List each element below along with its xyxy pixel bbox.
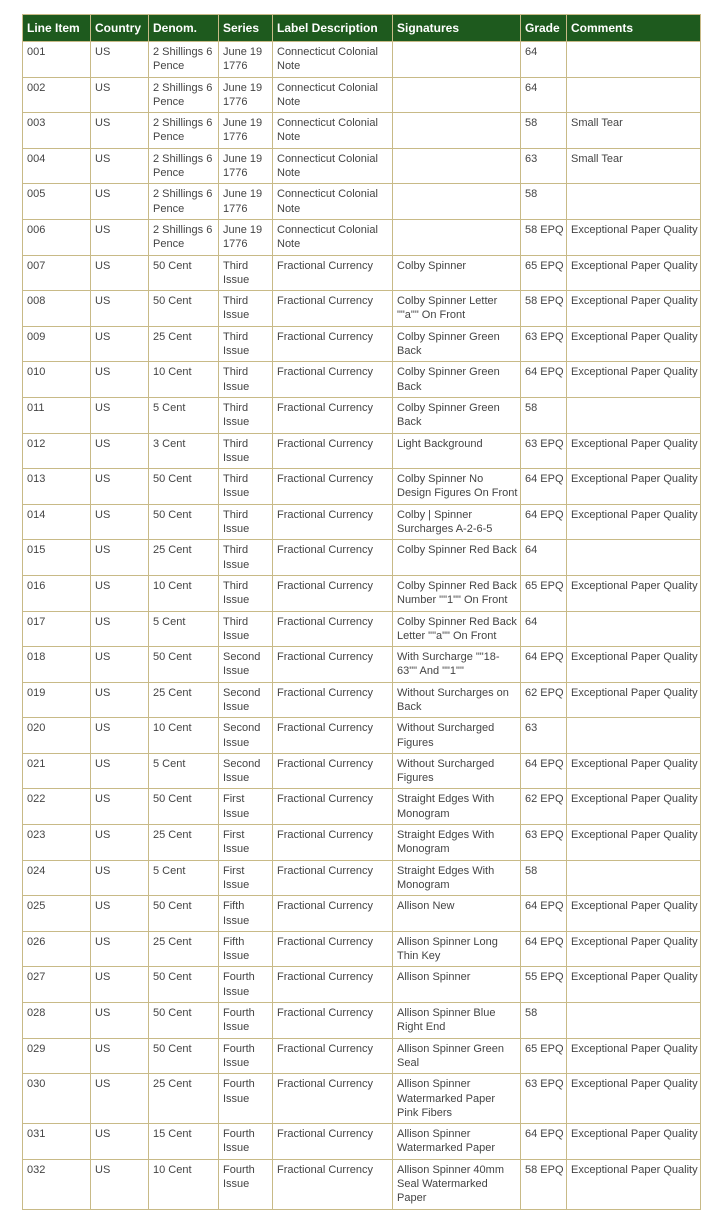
- cell-series: Third Issue: [219, 611, 273, 647]
- cell-label-description: Connecticut Colonial Note: [273, 148, 393, 184]
- cell-series: Fourth Issue: [219, 1074, 273, 1124]
- cell-series: Fourth Issue: [219, 1003, 273, 1039]
- cell-label-description: Connecticut Colonial Note: [273, 184, 393, 220]
- cell-denom: 2 Shillings 6 Pence: [149, 219, 219, 255]
- cell-series: Third Issue: [219, 326, 273, 362]
- cell-comments: [567, 611, 701, 647]
- cell-signatures: Straight Edges With Monogram: [393, 789, 521, 825]
- cell-country: US: [91, 184, 149, 220]
- cell-series: June 19 1776: [219, 148, 273, 184]
- cell-series: Third Issue: [219, 540, 273, 576]
- cell-grade: 58: [521, 113, 567, 149]
- cell-signatures: Without Surcharges on Back: [393, 682, 521, 718]
- cell-label-description: Fractional Currency: [273, 896, 393, 932]
- table-row: [23, 1074, 701, 1124]
- cell-comments: Exceptional Paper Quality: [567, 825, 701, 861]
- cell-label-description: Fractional Currency: [273, 611, 393, 647]
- cell-comments: Exceptional Paper Quality: [567, 326, 701, 362]
- cell-signatures: Allison Spinner Watermarked Paper: [393, 1124, 521, 1160]
- table-row: [23, 148, 701, 184]
- cell-grade: 64: [521, 42, 567, 78]
- cell-line-item: 008: [23, 291, 91, 327]
- cell-comments: Small Tear: [567, 148, 701, 184]
- cell-denom: 50 Cent: [149, 291, 219, 327]
- column-header-grade: Grade: [521, 15, 567, 42]
- cell-label-description: Fractional Currency: [273, 753, 393, 789]
- cell-comments: Exceptional Paper Quality: [567, 504, 701, 540]
- cell-label-description: Fractional Currency: [273, 647, 393, 683]
- cell-signatures: [393, 184, 521, 220]
- cell-signatures: [393, 77, 521, 113]
- cell-series: June 19 1776: [219, 219, 273, 255]
- table-row: [23, 575, 701, 611]
- cell-series: Second Issue: [219, 682, 273, 718]
- table-row: [23, 896, 701, 932]
- cell-label-description: Fractional Currency: [273, 789, 393, 825]
- cell-label-description: Fractional Currency: [273, 1003, 393, 1039]
- cell-label-description: Fractional Currency: [273, 575, 393, 611]
- cell-grade: 62 EPQ: [521, 789, 567, 825]
- cell-series: Third Issue: [219, 255, 273, 291]
- cell-country: US: [91, 575, 149, 611]
- cell-comments: Exceptional Paper Quality: [567, 896, 701, 932]
- cell-series: Fourth Issue: [219, 1124, 273, 1160]
- column-header-series: Series: [219, 15, 273, 42]
- cell-line-item: 014: [23, 504, 91, 540]
- table-row: [23, 113, 701, 149]
- table-row: [23, 718, 701, 754]
- table-row: [23, 433, 701, 469]
- column-header-comments: Comments: [567, 15, 701, 42]
- cell-country: US: [91, 753, 149, 789]
- cell-country: US: [91, 326, 149, 362]
- header-row: [23, 15, 701, 42]
- cell-denom: 10 Cent: [149, 1159, 219, 1209]
- cell-comments: Exceptional Paper Quality: [567, 362, 701, 398]
- cell-signatures: Colby Spinner: [393, 255, 521, 291]
- cell-line-item: 026: [23, 931, 91, 967]
- cell-signatures: [393, 219, 521, 255]
- cell-comments: Exceptional Paper Quality: [567, 1038, 701, 1074]
- cell-label-description: Fractional Currency: [273, 362, 393, 398]
- cell-comments: Exceptional Paper Quality: [567, 647, 701, 683]
- cell-label-description: Fractional Currency: [273, 682, 393, 718]
- table-row: [23, 397, 701, 433]
- table-row: [23, 647, 701, 683]
- cell-grade: 64 EPQ: [521, 753, 567, 789]
- cell-line-item: 017: [23, 611, 91, 647]
- table-row: [23, 860, 701, 896]
- cell-country: US: [91, 504, 149, 540]
- cell-line-item: 016: [23, 575, 91, 611]
- cell-denom: 15 Cent: [149, 1124, 219, 1160]
- column-header-label-description: Label Description: [273, 15, 393, 42]
- table-row: [23, 77, 701, 113]
- cell-comments: Exceptional Paper Quality: [567, 789, 701, 825]
- cell-country: US: [91, 113, 149, 149]
- cell-comments: Exceptional Paper Quality: [567, 931, 701, 967]
- cell-line-item: 006: [23, 219, 91, 255]
- table-row: [23, 469, 701, 505]
- cell-line-item: 025: [23, 896, 91, 932]
- cell-series: Fifth Issue: [219, 931, 273, 967]
- cell-signatures: Colby Spinner Green Back: [393, 326, 521, 362]
- cell-country: US: [91, 825, 149, 861]
- cell-series: Fourth Issue: [219, 1038, 273, 1074]
- cell-line-item: 022: [23, 789, 91, 825]
- cell-country: US: [91, 967, 149, 1003]
- table-row: [23, 1124, 701, 1160]
- cell-label-description: Fractional Currency: [273, 291, 393, 327]
- cell-line-item: 024: [23, 860, 91, 896]
- cell-series: First Issue: [219, 860, 273, 896]
- cell-country: US: [91, 789, 149, 825]
- cell-label-description: Connecticut Colonial Note: [273, 219, 393, 255]
- cell-country: US: [91, 469, 149, 505]
- cell-grade: 64: [521, 77, 567, 113]
- cell-label-description: Connecticut Colonial Note: [273, 42, 393, 78]
- cell-denom: 3 Cent: [149, 433, 219, 469]
- cell-series: Third Issue: [219, 291, 273, 327]
- cell-label-description: Fractional Currency: [273, 1159, 393, 1209]
- cell-country: US: [91, 647, 149, 683]
- auction-lot-table: [22, 14, 701, 1210]
- cell-signatures: Straight Edges With Monogram: [393, 860, 521, 896]
- table-row: [23, 504, 701, 540]
- cell-denom: 2 Shillings 6 Pence: [149, 42, 219, 78]
- column-header-signatures: Signatures: [393, 15, 521, 42]
- cell-country: US: [91, 540, 149, 576]
- cell-denom: 10 Cent: [149, 362, 219, 398]
- cell-grade: 64 EPQ: [521, 504, 567, 540]
- table-row: [23, 255, 701, 291]
- cell-grade: 63 EPQ: [521, 825, 567, 861]
- cell-line-item: 010: [23, 362, 91, 398]
- cell-label-description: Fractional Currency: [273, 397, 393, 433]
- cell-grade: 58: [521, 397, 567, 433]
- cell-denom: 50 Cent: [149, 255, 219, 291]
- table-row: [23, 219, 701, 255]
- cell-signatures: Without Surcharged Figures: [393, 753, 521, 789]
- cell-grade: 63 EPQ: [521, 433, 567, 469]
- cell-label-description: Fractional Currency: [273, 1074, 393, 1124]
- cell-grade: 58 EPQ: [521, 219, 567, 255]
- cell-label-description: Fractional Currency: [273, 540, 393, 576]
- cell-grade: 58: [521, 1003, 567, 1039]
- cell-denom: 2 Shillings 6 Pence: [149, 184, 219, 220]
- cell-line-item: 015: [23, 540, 91, 576]
- cell-signatures: Allison New: [393, 896, 521, 932]
- cell-line-item: 028: [23, 1003, 91, 1039]
- cell-denom: 2 Shillings 6 Pence: [149, 148, 219, 184]
- cell-series: Third Issue: [219, 575, 273, 611]
- table-row: [23, 825, 701, 861]
- cell-grade: 64 EPQ: [521, 1124, 567, 1160]
- cell-denom: 25 Cent: [149, 326, 219, 362]
- cell-comments: [567, 540, 701, 576]
- cell-line-item: 029: [23, 1038, 91, 1074]
- cell-country: US: [91, 77, 149, 113]
- cell-comments: [567, 184, 701, 220]
- cell-comments: Exceptional Paper Quality: [567, 219, 701, 255]
- cell-country: US: [91, 931, 149, 967]
- cell-signatures: [393, 148, 521, 184]
- cell-country: US: [91, 896, 149, 932]
- cell-signatures: Colby Spinner Letter ""a"" On Front: [393, 291, 521, 327]
- cell-label-description: Connecticut Colonial Note: [273, 113, 393, 149]
- cell-comments: [567, 77, 701, 113]
- column-header-line-item: Line Item: [23, 15, 91, 42]
- table-row: [23, 326, 701, 362]
- cell-grade: 64 EPQ: [521, 931, 567, 967]
- cell-label-description: Fractional Currency: [273, 469, 393, 505]
- cell-denom: 25 Cent: [149, 825, 219, 861]
- cell-line-item: 007: [23, 255, 91, 291]
- cell-denom: 25 Cent: [149, 682, 219, 718]
- cell-label-description: Fractional Currency: [273, 326, 393, 362]
- cell-grade: 58 EPQ: [521, 1159, 567, 1209]
- cell-grade: 65 EPQ: [521, 575, 567, 611]
- table-row: [23, 362, 701, 398]
- cell-signatures: Allison Spinner Long Thin Key: [393, 931, 521, 967]
- cell-country: US: [91, 1003, 149, 1039]
- cell-comments: [567, 860, 701, 896]
- cell-country: US: [91, 255, 149, 291]
- cell-series: June 19 1776: [219, 77, 273, 113]
- cell-grade: 63: [521, 148, 567, 184]
- cell-country: US: [91, 1159, 149, 1209]
- cell-denom: 50 Cent: [149, 1038, 219, 1074]
- cell-signatures: Allison Spinner Blue Right End: [393, 1003, 521, 1039]
- cell-signatures: Allison Spinner 40mm Seal Watermarked Paper: [393, 1159, 521, 1209]
- cell-line-item: 032: [23, 1159, 91, 1209]
- cell-signatures: With Surcharge ""18-63"" And ""1"": [393, 647, 521, 683]
- cell-grade: 58: [521, 860, 567, 896]
- cell-grade: 55 EPQ: [521, 967, 567, 1003]
- cell-signatures: Without Surcharged Figures: [393, 718, 521, 754]
- table-row: [23, 184, 701, 220]
- cell-grade: 64: [521, 540, 567, 576]
- cell-denom: 50 Cent: [149, 896, 219, 932]
- table-row: [23, 967, 701, 1003]
- cell-denom: 10 Cent: [149, 575, 219, 611]
- table-row: [23, 1038, 701, 1074]
- table-row: [23, 789, 701, 825]
- cell-denom: 5 Cent: [149, 611, 219, 647]
- cell-line-item: 031: [23, 1124, 91, 1160]
- cell-comments: [567, 1003, 701, 1039]
- cell-signatures: Straight Edges With Monogram: [393, 825, 521, 861]
- cell-comments: [567, 42, 701, 78]
- cell-label-description: Fractional Currency: [273, 433, 393, 469]
- cell-denom: 50 Cent: [149, 789, 219, 825]
- cell-series: June 19 1776: [219, 113, 273, 149]
- cell-line-item: 009: [23, 326, 91, 362]
- cell-series: Second Issue: [219, 753, 273, 789]
- column-header-denom: Denom.: [149, 15, 219, 42]
- cell-label-description: Fractional Currency: [273, 825, 393, 861]
- cell-signatures: Allison Spinner Green Seal: [393, 1038, 521, 1074]
- cell-denom: 5 Cent: [149, 753, 219, 789]
- cell-denom: 2 Shillings 6 Pence: [149, 113, 219, 149]
- cell-signatures: Allison Spinner: [393, 967, 521, 1003]
- cell-denom: 25 Cent: [149, 931, 219, 967]
- cell-denom: 5 Cent: [149, 397, 219, 433]
- cell-denom: 50 Cent: [149, 967, 219, 1003]
- cell-signatures: Colby | Spinner Surcharges A-2-6-5: [393, 504, 521, 540]
- cell-series: Third Issue: [219, 504, 273, 540]
- cell-grade: 64: [521, 611, 567, 647]
- cell-grade: 64 EPQ: [521, 362, 567, 398]
- cell-signatures: Colby Spinner No Design Figures On Front: [393, 469, 521, 505]
- cell-denom: 50 Cent: [149, 647, 219, 683]
- table-row: [23, 931, 701, 967]
- cell-series: Second Issue: [219, 718, 273, 754]
- cell-denom: 50 Cent: [149, 504, 219, 540]
- cell-comments: Exceptional Paper Quality: [567, 1124, 701, 1160]
- cell-signatures: [393, 42, 521, 78]
- cell-label-description: Fractional Currency: [273, 255, 393, 291]
- cell-country: US: [91, 433, 149, 469]
- cell-comments: Exceptional Paper Quality: [567, 255, 701, 291]
- cell-series: Third Issue: [219, 397, 273, 433]
- table-row: [23, 1003, 701, 1039]
- cell-denom: 2 Shillings 6 Pence: [149, 77, 219, 113]
- cell-grade: 64 EPQ: [521, 896, 567, 932]
- cell-label-description: Connecticut Colonial Note: [273, 77, 393, 113]
- cell-series: First Issue: [219, 789, 273, 825]
- cell-line-item: 018: [23, 647, 91, 683]
- cell-series: June 19 1776: [219, 184, 273, 220]
- cell-country: US: [91, 397, 149, 433]
- cell-country: US: [91, 860, 149, 896]
- cell-signatures: Colby Spinner Red Back Letter ""a"" On Front: [393, 611, 521, 647]
- cell-comments: Exceptional Paper Quality: [567, 469, 701, 505]
- cell-grade: 64 EPQ: [521, 647, 567, 683]
- cell-series: Fourth Issue: [219, 1159, 273, 1209]
- column-header-country: Country: [91, 15, 149, 42]
- cell-country: US: [91, 42, 149, 78]
- cell-country: US: [91, 148, 149, 184]
- cell-signatures: [393, 113, 521, 149]
- cell-denom: 50 Cent: [149, 1003, 219, 1039]
- cell-comments: Exceptional Paper Quality: [567, 575, 701, 611]
- cell-grade: 64 EPQ: [521, 469, 567, 505]
- cell-signatures: Colby Spinner Red Back: [393, 540, 521, 576]
- cell-label-description: Fractional Currency: [273, 931, 393, 967]
- table-body: [23, 42, 701, 1210]
- cell-grade: 58 EPQ: [521, 291, 567, 327]
- cell-signatures: Colby Spinner Red Back Number ""1"" On Front: [393, 575, 521, 611]
- cell-line-item: 005: [23, 184, 91, 220]
- cell-comments: Exceptional Paper Quality: [567, 1074, 701, 1124]
- table-row: [23, 291, 701, 327]
- cell-signatures: Colby Spinner Green Back: [393, 362, 521, 398]
- cell-grade: 63 EPQ: [521, 1074, 567, 1124]
- cell-line-item: 003: [23, 113, 91, 149]
- cell-line-item: 002: [23, 77, 91, 113]
- cell-country: US: [91, 291, 149, 327]
- cell-label-description: Fractional Currency: [273, 860, 393, 896]
- cell-line-item: 004: [23, 148, 91, 184]
- cell-grade: 65 EPQ: [521, 255, 567, 291]
- cell-series: Third Issue: [219, 362, 273, 398]
- cell-comments: Exceptional Paper Quality: [567, 753, 701, 789]
- cell-series: Second Issue: [219, 647, 273, 683]
- cell-comments: [567, 718, 701, 754]
- cell-line-item: 027: [23, 967, 91, 1003]
- cell-country: US: [91, 682, 149, 718]
- cell-denom: 25 Cent: [149, 1074, 219, 1124]
- cell-line-item: 013: [23, 469, 91, 505]
- cell-line-item: 019: [23, 682, 91, 718]
- cell-label-description: Fractional Currency: [273, 504, 393, 540]
- cell-country: US: [91, 219, 149, 255]
- cell-country: US: [91, 611, 149, 647]
- cell-country: US: [91, 1124, 149, 1160]
- cell-grade: 58: [521, 184, 567, 220]
- cell-signatures: Colby Spinner Green Back: [393, 397, 521, 433]
- cell-series: June 19 1776: [219, 42, 273, 78]
- cell-line-item: 021: [23, 753, 91, 789]
- cell-comments: Exceptional Paper Quality: [567, 1159, 701, 1209]
- table-row: [23, 611, 701, 647]
- cell-signatures: Allison Spinner Watermarked Paper Pink Fibers: [393, 1074, 521, 1124]
- cell-comments: Exceptional Paper Quality: [567, 433, 701, 469]
- cell-line-item: 011: [23, 397, 91, 433]
- cell-comments: [567, 397, 701, 433]
- cell-label-description: Fractional Currency: [273, 1038, 393, 1074]
- cell-denom: 5 Cent: [149, 860, 219, 896]
- cell-series: Fourth Issue: [219, 967, 273, 1003]
- cell-series: First Issue: [219, 825, 273, 861]
- cell-line-item: 001: [23, 42, 91, 78]
- cell-comments: Exceptional Paper Quality: [567, 682, 701, 718]
- table-row: [23, 753, 701, 789]
- cell-country: US: [91, 362, 149, 398]
- cell-grade: 63 EPQ: [521, 326, 567, 362]
- cell-denom: 25 Cent: [149, 540, 219, 576]
- cell-label-description: Fractional Currency: [273, 1124, 393, 1160]
- cell-line-item: 030: [23, 1074, 91, 1124]
- cell-comments: Exceptional Paper Quality: [567, 291, 701, 327]
- table-row: [23, 1159, 701, 1209]
- cell-grade: 65 EPQ: [521, 1038, 567, 1074]
- cell-line-item: 023: [23, 825, 91, 861]
- table-row: [23, 682, 701, 718]
- cell-comments: Small Tear: [567, 113, 701, 149]
- cell-label-description: Fractional Currency: [273, 718, 393, 754]
- cell-signatures: Light Background: [393, 433, 521, 469]
- table-row: [23, 42, 701, 78]
- cell-comments: Exceptional Paper Quality: [567, 967, 701, 1003]
- cell-label-description: Fractional Currency: [273, 967, 393, 1003]
- cell-country: US: [91, 1074, 149, 1124]
- cell-country: US: [91, 718, 149, 754]
- cell-line-item: 020: [23, 718, 91, 754]
- cell-country: US: [91, 1038, 149, 1074]
- cell-denom: 10 Cent: [149, 718, 219, 754]
- cell-series: Third Issue: [219, 433, 273, 469]
- cell-grade: 62 EPQ: [521, 682, 567, 718]
- cell-series: Third Issue: [219, 469, 273, 505]
- cell-grade: 63: [521, 718, 567, 754]
- cell-denom: 50 Cent: [149, 469, 219, 505]
- cell-line-item: 012: [23, 433, 91, 469]
- table-row: [23, 540, 701, 576]
- cell-series: Fifth Issue: [219, 896, 273, 932]
